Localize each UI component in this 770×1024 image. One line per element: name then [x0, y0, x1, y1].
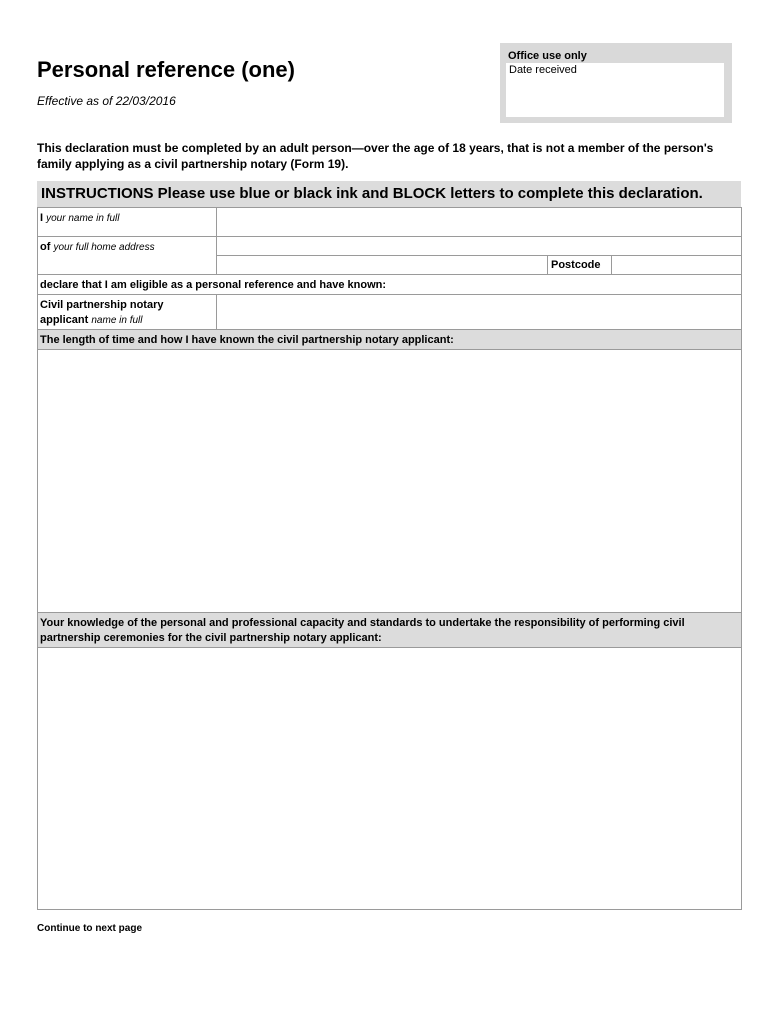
address-hint: your full home address	[53, 242, 155, 253]
address-input-line2[interactable]	[216, 255, 548, 275]
date-received-field[interactable]	[506, 63, 724, 117]
name-hint: your name in full	[46, 213, 120, 224]
applicant-hint: name in full	[91, 315, 143, 326]
declare-text: declare that I am eligible as a personal reference and have known:	[40, 279, 387, 291]
length-label-row	[37, 329, 742, 350]
name-label-bold: I	[40, 212, 44, 224]
applicant-label-cell	[37, 294, 217, 330]
applicant-name-input[interactable]	[216, 294, 742, 330]
knowledge-label-row	[37, 612, 742, 648]
name-label	[40, 212, 120, 224]
applicant-label-bold: applicant	[40, 314, 89, 326]
address-label	[40, 241, 155, 253]
applicant-label-line1: Civil partnership notary	[40, 299, 164, 311]
office-use-title: Office use only	[508, 50, 587, 62]
continue-note: Continue to next page	[37, 923, 142, 934]
knowledge-textarea[interactable]	[37, 647, 742, 910]
name-input[interactable]	[216, 207, 742, 237]
declare-row	[37, 274, 742, 295]
address-label-cell	[37, 236, 217, 275]
postcode-input[interactable]	[611, 255, 742, 275]
applicant-label	[40, 298, 163, 328]
name-label-cell	[37, 207, 217, 237]
postcode-label: Postcode	[551, 259, 601, 271]
length-label: The length of time and how I have known the civil partnership notary applicant:	[40, 334, 454, 346]
postcode-label-cell	[547, 255, 612, 275]
address-label-bold: of	[40, 241, 51, 253]
effective-date: Effective as of 22/03/2016	[37, 94, 176, 108]
instructions-banner: INSTRUCTIONS Please use blue or black ink and BLOCK letters to complete this declaration.	[37, 181, 741, 207]
length-textarea[interactable]	[37, 349, 742, 613]
page-title: Personal reference (one)	[37, 57, 295, 82]
declaration-text: This declaration must be completed by an adult person—over the age of 18 years, that is not a member of the person's family applying as a civil partnership notary (Form 19).	[37, 141, 714, 171]
date-received-label: Date received	[509, 64, 577, 76]
address-input-line1[interactable]	[216, 236, 742, 256]
knowledge-label: Your knowledge of the personal and professional capacity and standards to undertake the responsibility of performing civil partnership ceremonies for the civil partnership notary applicant:	[40, 617, 685, 644]
office-use-box	[500, 43, 732, 123]
